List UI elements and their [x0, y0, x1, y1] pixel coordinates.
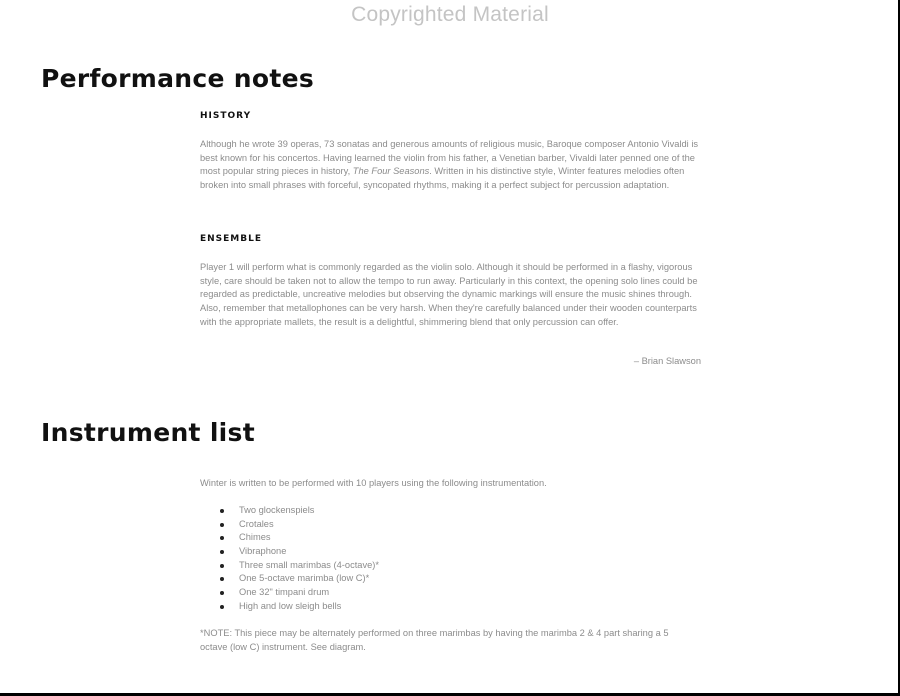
bullet-icon: [220, 605, 224, 609]
ensemble-heading: ENSEMBLE: [200, 234, 263, 244]
author-signature: – Brian Slawson: [633, 356, 701, 366]
list-item: Chimes: [218, 531, 379, 545]
marimba-note: *NOTE: This piece may be alternately performed on three marimbas by having the marimba 2 & 4 part sharing a 5 octave (low C) instrument. See diagram.: [200, 628, 669, 652]
bullet-icon: [220, 550, 224, 554]
history-text-a: Although he wrote 39 operas, 73 sonatas and generous amounts of religious music, Baroque composer Antonio Vivaldi is best known for his concertos. Having learned the violin from his father, a Venetian barber, Vivaldi later penned one of the most popular string pieces in history,: [200, 139, 699, 177]
list-item: Crotales: [218, 518, 379, 532]
four-seasons-title: The Four Seasons: [352, 166, 430, 177]
bullet-icon: [220, 577, 224, 581]
instrument-list: [218, 504, 379, 614]
history-heading: HISTORY: [200, 111, 252, 121]
list-item: Vibraphone: [218, 545, 379, 559]
instrumentation-intro: Winter is written to be performed with 10 players using the following instrumentation.: [200, 478, 547, 488]
bullet-icon: [220, 591, 224, 595]
bullet-icon: [220, 536, 224, 540]
instrument-list-title: Instrument list: [41, 418, 255, 447]
list-item: One 32" timpani drum: [218, 586, 379, 600]
history-paragraph: [200, 138, 700, 193]
ensemble-paragraph: Player 1 will perform what is commonly regarded as the violin solo. Although it should be performed in a flashy, vigorous style, care should be taken not to allow the tempo to run away. Particularly in this context, the opening solo lines could be regarded as predictable, uncreative melodies but observing the dynamic markings will ensure the music shines through. Also, remember that metallophones can be very harsh. When they're carefully balanced under their wooden counterparts with the appropriate mallets, the result is a delightful, shimmering blend that only percussion can offer.: [200, 262, 698, 327]
performance-notes-title: Performance notes: [41, 64, 315, 93]
bullet-icon: [220, 509, 224, 513]
list-item: Three small marimbas (4-octave)*: [218, 559, 379, 573]
history-text-b: . Written in his distinctive style, Winter features melodies often broken into small phrases with forceful, syncopated rhythms, making it a perfect subject for percussion adaptation.: [200, 166, 685, 191]
list-item: Two glockenspiels: [218, 504, 379, 518]
list-item: High and low sleigh bells: [218, 600, 379, 614]
copyright-watermark: Copyrighted Material: [351, 3, 549, 26]
bullet-icon: [220, 564, 224, 568]
bullet-icon: [220, 523, 224, 527]
list-item: One 5-octave marimba (low C)*: [218, 572, 379, 586]
